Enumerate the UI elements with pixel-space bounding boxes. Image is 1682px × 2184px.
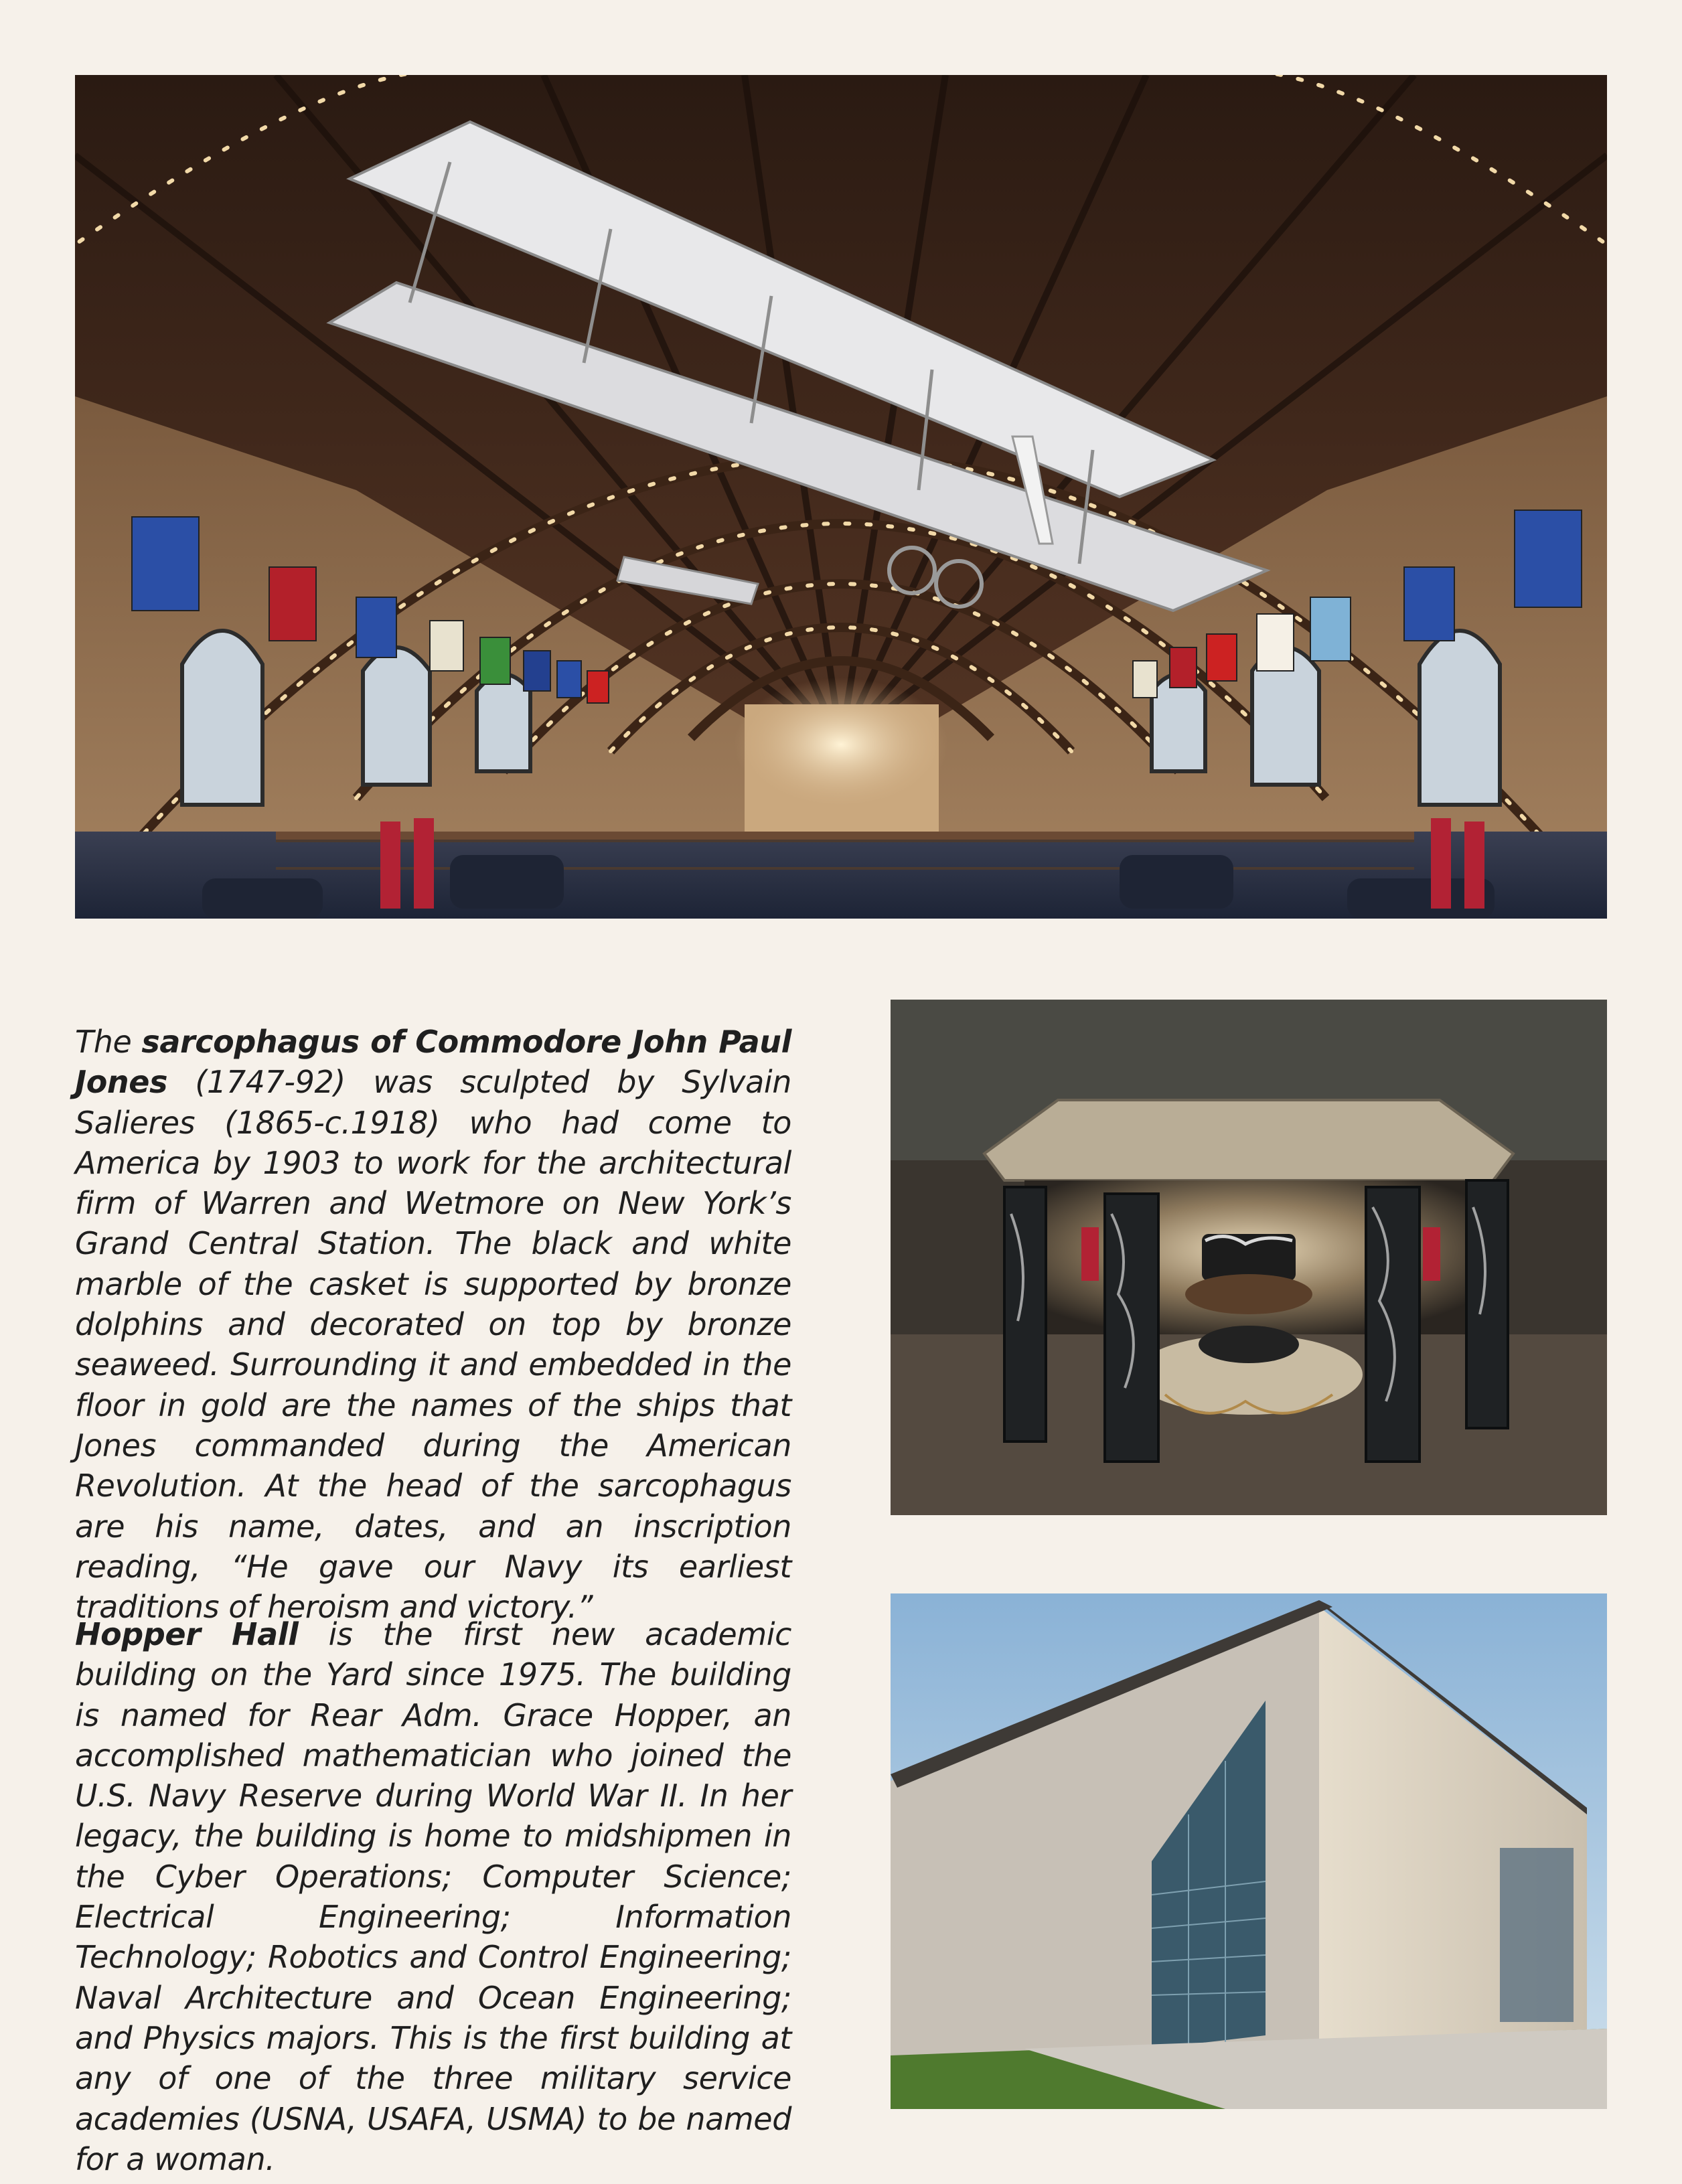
crypt-sarcophagus-photo [891, 1000, 1607, 1515]
hopper-hall-image [891, 1593, 1607, 2109]
hopper-hall-photo [891, 1593, 1607, 2109]
hopper-body-text: is the first new academic building on the Yard since 1975. The building is named for Rear Adm. Grace Hopper, an accomplished mathematician who joined the U.S. Navy Reserve during World War II. In her legacy, the building is home to midshipmen in the Cyber Operations; Computer Science; Electrical Engineering; Information Technology; Robotics and Control Engineering; Naval Architecture and Ocean Engineering; and Physics majors. This is the first building at any of one of the three military service academies (USNA, USAFA, USMA) to be named for a woman. [75, 1616, 791, 2177]
hopper-hall-description [75, 1614, 791, 2179]
jones-heading: sarcophagus of Commodore John Paul Jones [75, 1024, 791, 1101]
sarcophagus-description [75, 1022, 791, 1627]
jones-lead-word: The [75, 1024, 142, 1060]
hopper-heading: Hopper Hall [75, 1616, 299, 1652]
crypt-image [891, 1000, 1607, 1515]
hall-interior-photo [75, 75, 1607, 919]
jones-body-text: (1747-92) was sculpted by Sylvain Salieres (1865-c.1918) who had come to America by 1903 to work for the architectural firm of Warren and Wetmore on New York’s Grand Central Station. The black and white marble of the casket is supported by bronze dolphins and decorated on top by bronze seaweed. Surrounding it and embedded in the floor in gold are the names of the ships that Jones commanded during the American Revolution. At the head of the sarcophagus are his name, dates, and an inscription reading, “He gave our Navy its earliest traditions of heroism and victory.” [75, 1064, 791, 1626]
hall-interior-image [75, 75, 1607, 919]
